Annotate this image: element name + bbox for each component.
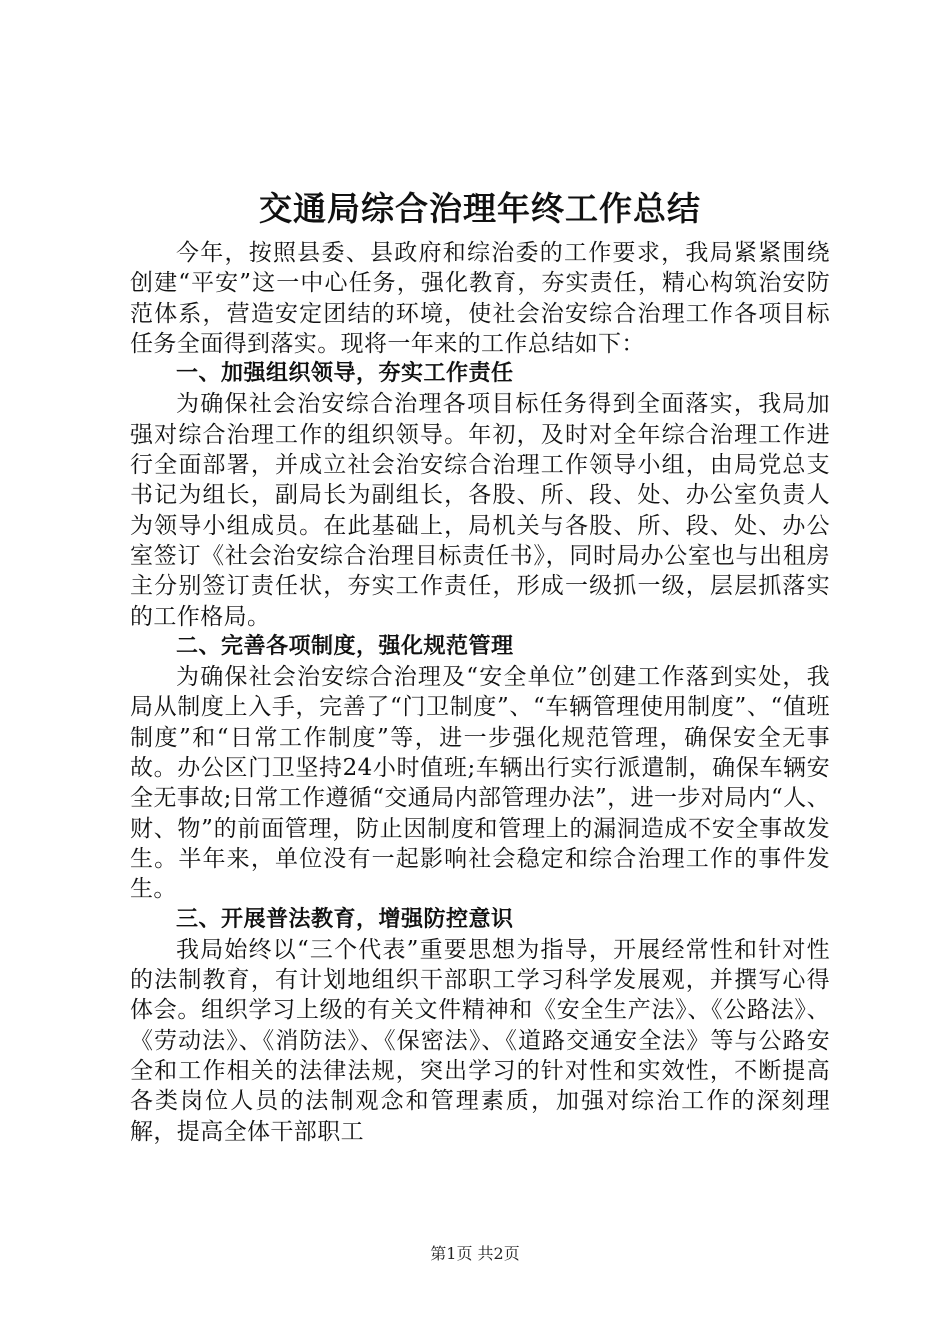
section-2-heading: 二、完善各项制度，强化规范管理 [176, 633, 514, 659]
section-2-body: 为确保社会治安综合治理及“安全单位”创建工作落到实处，我局从制度上入手，完善了“门卫制度”、“车辆管理使用制度”、“值班制度”和“日常工作制度”等，进一步强化规范管理，确保安全无事故。办公区门卫坚持24小时值班;车辆出行实行派遣制，确保车辆安全无事故;日常工作遵循“交通局内部管理办法”，进一步对局内“人、财、物”的前面管理，防止因制度和管理上的漏洞造成不安全事故发生。半年来，单位没有一起影响社会稳定和综合治理工作的事件发生。 [130, 664, 830, 903]
document-page [130, 186, 830, 1147]
section-1-body: 为确保社会治安综合治理各项目标任务得到全面落实，我局加强对综合治理工作的组织领导。年初，及时对全年综合治理工作进行全面部署，并成立社会治安综合治理工作领导小组，由局党总支书记为组长，副局长为副组长，各股、所、段、处、办公室负责人为领导小组成员。在此基础上，局机关与各股、所、段、处、办公室签订《社会治安综合治理目标责任书》，同时局办公室也与出租房主分别签订责任状，夯实工作责任，形成一级抓一级，层层抓落实的工作格局。 [130, 391, 830, 630]
document-title: 交通局综合治理年终工作总结 [259, 189, 701, 228]
intro-paragraph: 今年，按照县委、县政府和综治委的工作要求，我局紧紧围绕创建“平安”这一中心任务，强化教育，夯实责任，精心构筑治安防范体系，营造安定团结的环境，使社会治安综合治理工作各项目标任务全面得到落实。现将一年来的工作总结如下： [130, 240, 830, 357]
section-1-heading: 一、加强组织领导，夯实工作责任 [176, 361, 514, 387]
page-footer: 第1页 共2页 [430, 1244, 520, 1263]
section-3-body: 我局始终以“三个代表”重要思想为指导，开展经常性和针对性的法制教育，有计划地组织干部职工学习科学发展观，并撰写心得体会。组织学习上级的有关文件精神和《安全生产法》、《公路法》、《劳动法》、《消防法》、《保密法》、《道路交通安全法》等与公路安全和工作相关的法律法规，突出学习的针对性和实效性，不断提高各类岗位人员的法制观念和管理素质，加强对综治工作的深刻理解，提高全体干部职工 [130, 936, 830, 1145]
section-3-heading: 三、开展普法教育，增强防控意识 [176, 906, 514, 932]
